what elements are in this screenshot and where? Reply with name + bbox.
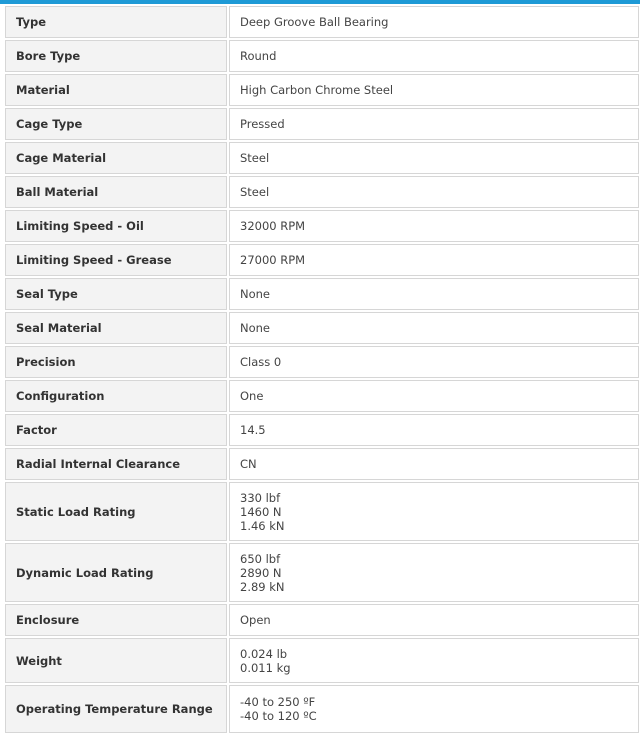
spec-value <box>229 482 639 541</box>
spec-row-bore-type <box>5 40 639 72</box>
spec-label: Configuration <box>5 380 227 412</box>
spec-row-material <box>5 74 639 106</box>
spec-row-type <box>5 6 639 38</box>
spec-value <box>229 176 639 208</box>
spec-label: Cage Type <box>5 108 227 140</box>
spec-value-line: Steel <box>240 151 270 165</box>
spec-value-line: 32000 RPM <box>240 219 306 233</box>
spec-value-line: None <box>240 287 271 301</box>
spec-row-precision <box>5 346 639 378</box>
specifications-table <box>5 6 639 735</box>
spec-row-cage-type <box>5 108 639 140</box>
spec-value-line: 2890 N <box>240 565 282 580</box>
spec-label: Factor <box>5 414 227 446</box>
spec-row-seal-type <box>5 278 639 310</box>
spec-row-operating-temperature-range <box>5 685 639 733</box>
spec-value-line: -40 to 120 ºC <box>240 709 317 723</box>
spec-value-line: One <box>240 389 264 403</box>
spec-value <box>229 142 639 174</box>
spec-value <box>229 244 639 276</box>
spec-label: Material <box>5 74 227 106</box>
spec-value-line: 2.89 kN <box>240 579 285 594</box>
spec-value-line: None <box>240 321 271 335</box>
spec-row-limiting-speed-grease <box>5 244 639 276</box>
spec-value <box>229 6 639 38</box>
spec-value-line: 0.024 lb <box>240 646 288 661</box>
spec-value-line: 1.46 kN <box>240 518 285 533</box>
spec-value-line: 14.5 <box>240 423 266 437</box>
spec-row-weight <box>5 638 639 683</box>
spec-label: Limiting Speed - Grease <box>5 244 227 276</box>
spec-value <box>229 210 639 242</box>
spec-row-ball-material <box>5 176 639 208</box>
spec-row-static-load-rating <box>5 482 639 541</box>
spec-label: Operating Temperature Range <box>5 685 227 733</box>
spec-label: Limiting Speed - Oil <box>5 210 227 242</box>
spec-label: Radial Internal Clearance <box>5 448 227 480</box>
spec-value <box>229 278 639 310</box>
spec-row-seal-material <box>5 312 639 344</box>
spec-value <box>229 40 639 72</box>
spec-value-line: 650 lbf <box>240 551 281 566</box>
spec-row-radial-internal-clearance <box>5 448 639 480</box>
spec-value <box>229 414 639 446</box>
spec-label: Bore Type <box>5 40 227 72</box>
spec-value-line: CN <box>240 457 257 471</box>
spec-label: Seal Material <box>5 312 227 344</box>
spec-label: Dynamic Load Rating <box>5 543 227 602</box>
spec-value-line: 0.011 kg <box>240 660 291 675</box>
spec-label: Ball Material <box>5 176 227 208</box>
spec-value <box>229 638 639 683</box>
spec-row-limiting-speed-oil <box>5 210 639 242</box>
spec-label: Cage Material <box>5 142 227 174</box>
spec-label: Weight <box>5 638 227 683</box>
spec-value <box>229 685 639 733</box>
spec-row-configuration <box>5 380 639 412</box>
spec-label: Type <box>5 6 227 38</box>
spec-value <box>229 543 639 602</box>
spec-value-line: Round <box>240 49 277 63</box>
spec-value <box>229 346 639 378</box>
spec-label: Static Load Rating <box>5 482 227 541</box>
spec-row-enclosure <box>5 604 639 636</box>
spec-value <box>229 448 639 480</box>
spec-value <box>229 604 639 636</box>
spec-value <box>229 380 639 412</box>
spec-value-line: -40 to 250 ºF <box>240 695 316 709</box>
spec-value-line: Pressed <box>240 117 285 131</box>
spec-value <box>229 108 639 140</box>
spec-value-line: Class 0 <box>240 355 282 369</box>
spec-value <box>229 312 639 344</box>
top-accent-bar <box>0 0 640 4</box>
spec-value-line: High Carbon Chrome Steel <box>240 83 394 97</box>
spec-row-cage-material <box>5 142 639 174</box>
spec-value-line: Open <box>240 613 271 627</box>
spec-row-factor <box>5 414 639 446</box>
spec-value-line: 1460 N <box>240 504 282 519</box>
spec-value-line: 27000 RPM <box>240 253 306 267</box>
spec-value-line: Deep Groove Ball Bearing <box>240 15 389 29</box>
spec-value-line: 330 lbf <box>240 490 281 505</box>
spec-label: Seal Type <box>5 278 227 310</box>
spec-label: Enclosure <box>5 604 227 636</box>
spec-value <box>229 74 639 106</box>
spec-row-dynamic-load-rating <box>5 543 639 602</box>
spec-label: Precision <box>5 346 227 378</box>
spec-value-line: Steel <box>240 185 270 199</box>
